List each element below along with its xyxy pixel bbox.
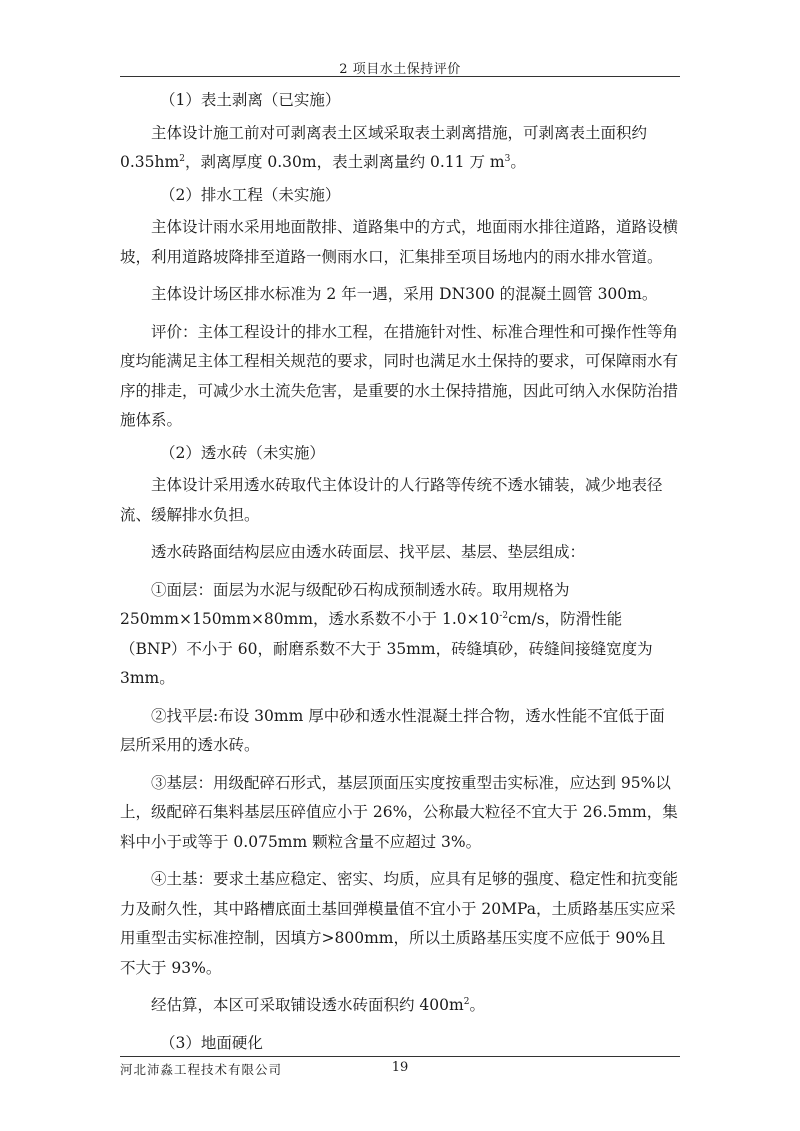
paragraph-estimate [120,991,680,1021]
paragraph-topsoil [120,119,680,178]
paragraph-surface-layer [120,576,680,694]
text-run: 。 [510,153,526,171]
text-run: 主体设计施工前对可剥离表土区域采取表土剥离措施，可剥离表土面积约0.35hm [120,123,648,171]
header-divider [120,76,680,77]
text-run: cm/s，防滑性能（BNP）不小于 60，耐磨系数不大于 35mm，砖缝填砂，砖缝间接缝宽度为 3mm。 [120,610,653,687]
page-number: 19 [391,1060,409,1075]
running-header: 2 项目水土保持评价 [339,62,461,77]
paragraph-base-layer: ③基层：用级配碎石形式，基层顶面压实度按重型击实标准，应达到 95%以上，级配碎石集料基层压碎值应小于 26%，公称最大粒径不宜大于 26.5mm，集料中小于或等于 0.075mm 颗粒含量不应超过 3%。 [120,773,678,851]
paragraph-subgrade: ④土基：要求土基应稳定、密实、均质，应具有足够的强度、稳定性和抗变能力及耐久性，其中路槽底面土基回弹模量值不宜小于 20MPa，土质路基压实应采用重型击实标准控制，因填方>800mm，所以土质路基压实度不应低于 90%且不大于 93%。 [120,870,679,977]
text-run: ①面层：面层为水泥与级配砂石构成预制透水砖。取用规格为250mm×150mm×80mm，透水系数不小于 1.0×10 [120,580,570,628]
section-heading-topsoil: （1）表土剥离（已实施） [160,91,341,109]
superscript: 2 [179,153,185,164]
section-heading-drainage: （2）排水工程（未实施） [160,185,341,204]
section-heading-ground-hardening: （3）地面硬化 [160,1033,263,1052]
text-run: ，剥离厚度 0.30m，表土剥离量约 0.11 万 m [184,153,505,171]
section-heading-permeable-brick: （2）透水砖（未实施） [160,443,325,462]
superscript: -2 [499,610,509,621]
paragraph-permeable-brick-design: 主体设计采用透水砖取代主体设计的人行路等传统不透水铺装，减少地表径流、缓解排水负担。 [120,476,663,524]
text-run: 经估算，本区可采取铺设透水砖面积约 400m [151,996,464,1014]
superscript: 2 [463,996,470,1007]
paragraph-leveling-layer: ②找平层:布设 30mm 厚中砂和透水性混凝土拌合物，透水性能不宜低于面层所采用的透水砖。 [120,706,665,754]
page-body [120,86,680,1061]
paragraph-drainage-design: 主体设计雨水采用地面散排、道路集中的方式，地面雨水排往道路，道路设横坡，利用道路坡降排至道路一侧雨水口，汇集排至项目场地内的雨水排水管道。 [120,218,679,266]
paragraph-structure-layers: 透水砖路面结构层应由透水砖面层、找平层、基层、垫层组成： [151,543,586,561]
footer-divider [120,1056,680,1057]
paragraph-drainage-standard: 主体设计场区排水标准为 2 年一遇，采用 DN300 的混凝土圆管 300m。 [151,285,658,303]
paragraph-drainage-evaluation: 评价：主体工程设计的排水工程，在措施针对性、标准合理性和可操作性等角度均能满足主体工程相关规范的要求，同时也满足水土保持的要求，可保障雨水有序的排走，可减少水土流失危害，是重要的水土保持措施，因此可纳入水保防治措施体系。 [120,322,679,429]
footer-company: 河北沛淼工程技术有限公司 [120,1062,283,1077]
text-run: 。 [469,996,485,1014]
superscript: 3 [504,153,511,164]
